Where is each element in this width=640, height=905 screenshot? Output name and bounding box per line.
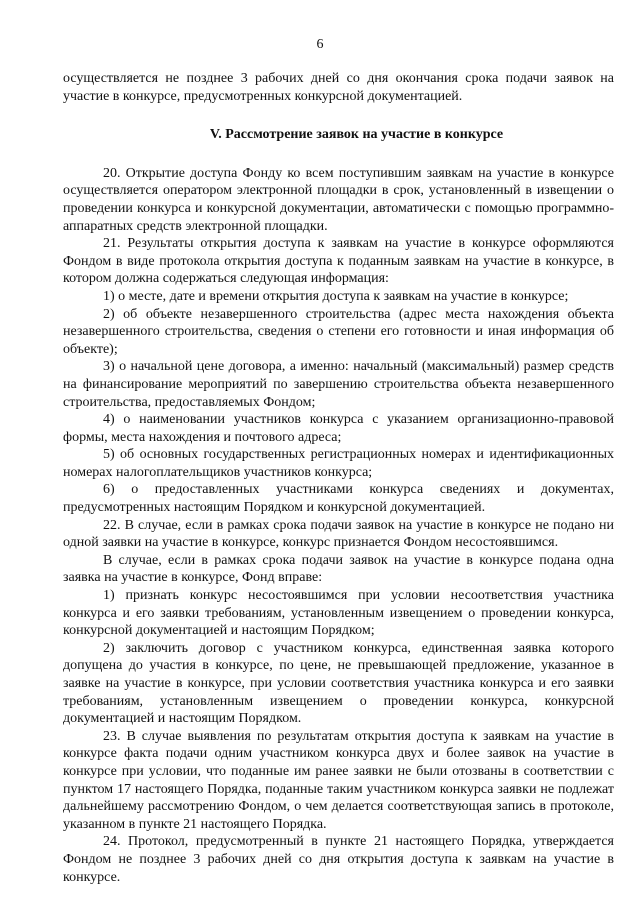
document-body xyxy=(63,70,614,886)
paragraph-22: 22. В случае, если в рамках срока подачи заявок на участие в конкурсе не подано ни одной заявки на участие в конкурсе, конкурс признается Фондом несостоявшимся. xyxy=(63,517,614,551)
paragraph-continuation: осуществляется не позднее 3 рабочих дней со дня окончания срока подачи заявок на участие в конкурсе, предусмотренных конкурсной документацией. xyxy=(63,71,614,104)
list-item-21-4: 4) о наименовании участников конкурса с указанием организационно-правовой формы, места нахождения и почтового адреса; xyxy=(63,412,614,445)
list-item-22-1: 1) признать конкурс несостоявшимся при условии несоответствия участника конкурса и его заявки требованиям, установленным извещением о проведении конкурса, конкурсной документацией и настоящим Порядком; xyxy=(63,588,614,639)
paragraph-22-single-bid: В случае, если в рамках срока подачи заявок на участие в конкурсе подана одна заявка на участие в конкурсе, Фонд вправе: xyxy=(63,552,614,586)
paragraph-24: 24. Протокол, предусмотренный в пункте 21 настоящего Порядка, утверждается Фондом не позднее 3 рабочих дней со дня открытия доступа к заявкам на участие в конкурсе. xyxy=(63,834,614,885)
list-item-21-6: 6) о предоставленных участниками конкурса сведениях и документах, предусмотренных настоящим Порядком и конкурсной документацией. xyxy=(63,482,614,516)
list-item-21-1: 1) о месте, дате и времени открытия доступа к заявкам на участие в конкурсе; xyxy=(103,288,569,304)
page-number: 6 xyxy=(316,37,324,52)
paragraph-23: 23. В случае выявления по результатам открытия доступа к заявкам на участие в конкурсе факта подачи одним участником конкурса двух и более заявок на участие в конкурсе при условии, что поданные им ранее заявки не были отозваны в соответствии с пунктом 17 настоящего Порядка, поданные таким участником конкурса заявки не подлежат дальнейшему рассмотрению Фондом, о чем делается соответствующая запись в протоколе, указанном в пункте 21 настоящего Порядка. xyxy=(63,728,614,832)
list-item-22-2: 2) заключить договор с участником конкурса, единственная заявка которого допущена до участия в конкурсе, по цене, не превышающей предложение, указанное в заявке на участие в конкурсе, при условии соответствия участника конкурса и его заявки требованиям, установленным извещением о проведении конкурса, конкурсной документацией и настоящим Порядком. xyxy=(63,640,614,727)
list-item-21-2: 2) об объекте незавершенного строительства (адрес места нахождения объекта незавершенного строительства, сведения о степени его готовности и иная информация об объекте); xyxy=(63,306,614,357)
list-item-21-3: 3) о начальной цене договора, а именно: начальный (максимальный) размер средств на финансирование мероприятий по завершению строительства объекта незавершенного строительства, предоставляемых Фондом; xyxy=(63,359,614,410)
list-item-21-5: 5) об основных государственных регистрационных номерах и идентификационных номерах налогоплательщиков участников конкурса; xyxy=(63,447,614,480)
paragraph-20: 20. Открытие доступа Фонду ко всем поступившим заявкам на участие в конкурсе осуществляется оператором электронной площадки в срок, установленный в извещении о проведении конкурса и конкурсной документации, автоматически с помощью программно-аппаратных средств электронной площадки. xyxy=(63,165,614,234)
section-heading: V. Рассмотрение заявок на участие в конкурсе xyxy=(209,127,504,143)
paragraph-21: 21. Результаты открытия доступа к заявкам на участие в конкурсе оформляются Фондом в виде протокола открытия доступа к поданным заявкам на участие в конкурсе, в котором должна содержаться следующая информация: xyxy=(63,236,614,287)
